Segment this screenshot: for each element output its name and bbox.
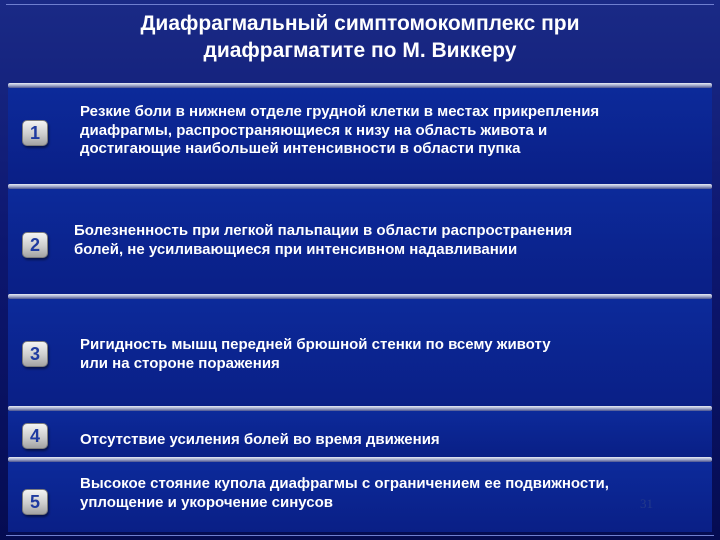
item-5-line-1: Высокое стояние купола диафрагмы с ограничением ее подвижности, xyxy=(80,475,609,492)
item-2-line-1: Болезненность при легкой пальпации в области распространения xyxy=(74,222,573,239)
frame-top-line xyxy=(6,4,714,5)
item-text-1 xyxy=(80,103,599,159)
item-4-line-1: Отсутствие усиления болей во время движения xyxy=(80,431,440,448)
frame-bottom-line xyxy=(6,535,714,536)
title-line-1: Диафрагмальный симптомокомплекс при xyxy=(140,12,580,35)
item-text-5 xyxy=(80,475,609,512)
item-1-line-2: диафрагмы, распространяющиеся к низу на область живота и xyxy=(80,121,548,139)
item-3-line-1: Ригидность мышц передней брюшной стенки по всему животу xyxy=(80,336,551,353)
item-number-badge-4: 4 xyxy=(22,423,48,449)
item-number-badge-2: 2 xyxy=(22,232,48,258)
page-number: 31 xyxy=(640,496,653,511)
slide-title xyxy=(0,10,720,64)
item-1-line-1: Резкие боли в нижнем отделе грудной клетки в местах прикрепления xyxy=(80,103,600,120)
item-number-badge-1: 1 xyxy=(22,120,48,146)
item-1-line-3: достигающие наибольшей интенсивности в области пупка xyxy=(80,140,521,157)
item-5-line-2: уплощение и укорочение синусов xyxy=(80,493,334,511)
item-text-4 xyxy=(80,431,440,450)
item-3-line-2: или на стороне поражения xyxy=(80,354,280,372)
item-text-3 xyxy=(80,336,551,373)
item-2-line-2: болей, не усиливающиеся при интенсивном надавливании xyxy=(74,240,518,258)
item-number-badge-5: 5 xyxy=(22,489,48,515)
title-line-2: диафрагматите по М. Виккеру xyxy=(203,39,517,62)
item-text-2 xyxy=(74,222,572,259)
item-number-badge-3: 3 xyxy=(22,341,48,367)
